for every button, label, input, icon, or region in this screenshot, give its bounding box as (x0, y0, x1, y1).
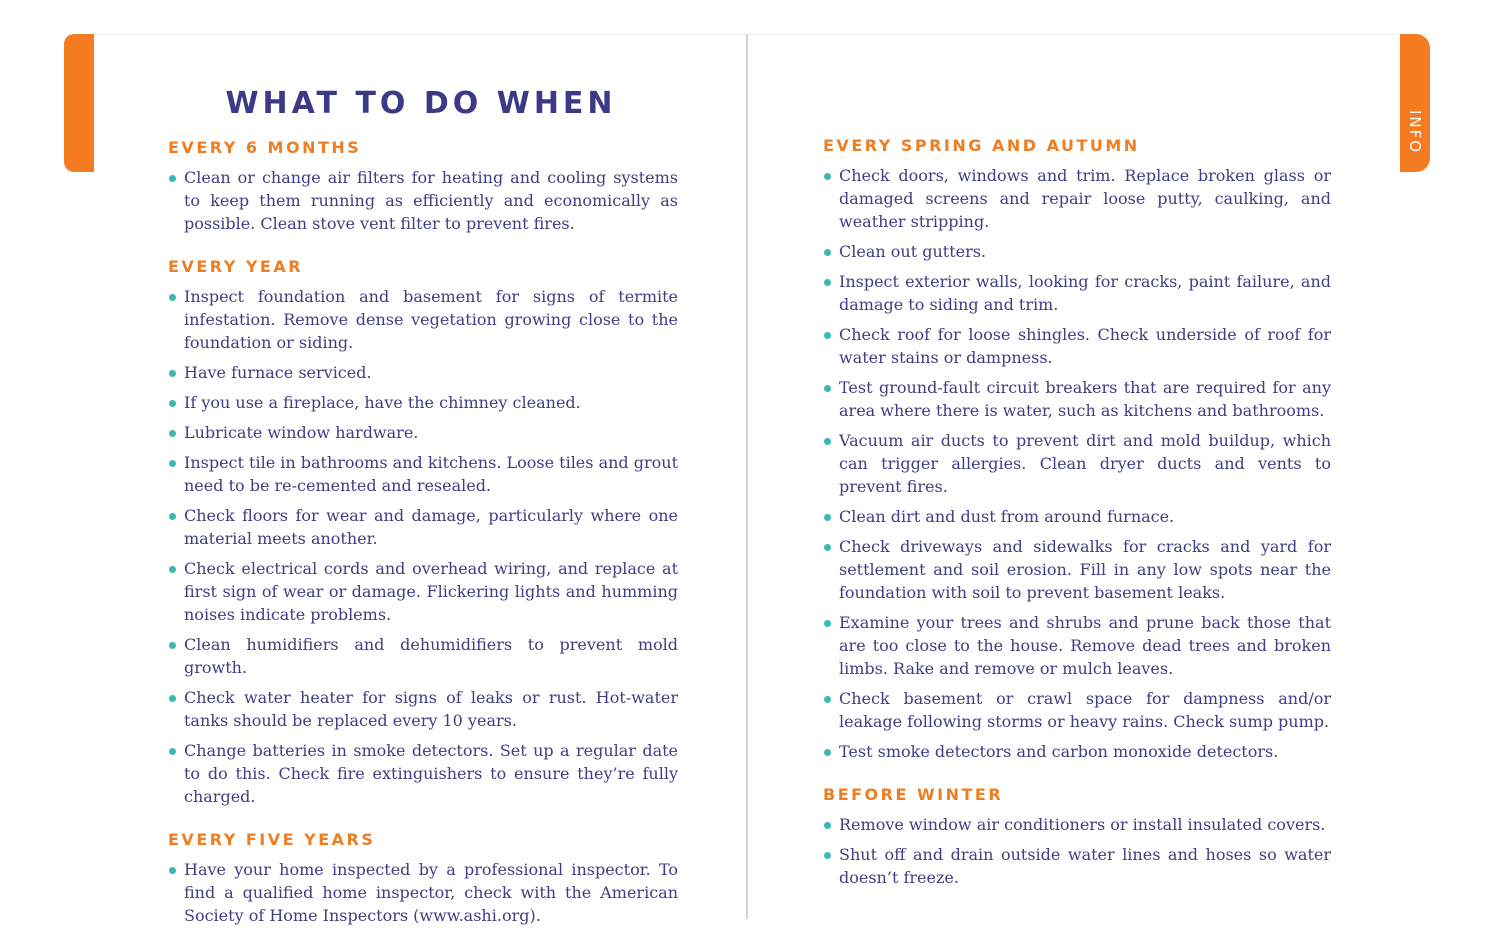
bullet-dot-icon (169, 642, 176, 649)
list-item (168, 285, 678, 354)
list-item-text: Shut off and drain outside water lines and hoses so water doesn’t freeze. (839, 845, 1331, 887)
bullet-dot-icon (824, 544, 831, 551)
list-item (823, 813, 1331, 836)
list-item-text: Check driveways and sidewalks for cracks and yard for settlement and soil erosion. Fill in any low spots near the foundation with soil to prevent basement leaks. (839, 537, 1331, 602)
list-item-text: Examine your trees and shrubs and prune back those that are too close to the house. Remove dead trees and broken limbs. Rake and remove or mulch leaves. (839, 613, 1331, 678)
bullet-dot-icon (169, 430, 176, 437)
task-list (168, 166, 678, 235)
list-item-text: Check roof for loose shingles. Check underside of roof for water stains or dampness. (839, 325, 1331, 367)
list-item (823, 429, 1331, 498)
list-item-text: Inspect foundation and basement for signs of termite infestation. Remove dense vegetation growing close to the foundation or siding. (184, 287, 678, 352)
list-item-text: Clean or change air filters for heating and cooling systems to keep them running as efficiently and economically as possible. Clean stove vent filter to prevent fires. (184, 168, 678, 233)
bullet-dot-icon (824, 696, 831, 703)
task-list (823, 813, 1331, 889)
list-item (168, 421, 678, 444)
list-item (823, 535, 1331, 604)
list-item-text: Lubricate window hardware. (184, 423, 419, 442)
list-item (168, 633, 678, 679)
bullet-dot-icon (169, 566, 176, 573)
list-item-text: Have furnace serviced. (184, 363, 372, 382)
list-item (823, 323, 1331, 369)
bullet-dot-icon (824, 279, 831, 286)
list-item (168, 739, 678, 808)
bullet-dot-icon (824, 514, 831, 521)
section (823, 785, 1331, 889)
bullet-dot-icon (824, 852, 831, 859)
bullet-dot-icon (824, 620, 831, 627)
section (823, 136, 1331, 763)
bullet-dot-icon (824, 385, 831, 392)
bullet-dot-icon (824, 749, 831, 756)
list-item-text: Change batteries in smoke detectors. Set up a regular date to do this. Check fire extinguishers to ensure they’re fully charged. (184, 741, 678, 806)
right-column (823, 136, 1331, 911)
list-item (823, 843, 1331, 889)
task-list (168, 285, 678, 808)
bullet-dot-icon (824, 173, 831, 180)
list-item-text: Check doors, windows and trim. Replace broken glass or damaged screens and repair loose putty, caulking, and weather stripping. (839, 166, 1331, 231)
list-item-text: Check floors for wear and damage, particularly where one material meets another. (184, 506, 678, 548)
page-top-rule (92, 34, 1430, 35)
bullet-dot-icon (169, 867, 176, 874)
bullet-dot-icon (169, 370, 176, 377)
section-heading: EVERY 6 MONTHS (168, 138, 362, 157)
info-side-tab (1400, 34, 1430, 172)
list-item (168, 557, 678, 626)
section-heading: EVERY YEAR (168, 257, 304, 276)
list-item-text: Have your home inspected by a professional inspector. To find a qualified home inspector, check with the American Society of Home Inspectors (www.ashi.org). (184, 860, 678, 925)
section-heading: EVERY FIVE YEARS (168, 830, 376, 849)
bullet-dot-icon (824, 249, 831, 256)
list-item (823, 611, 1331, 680)
task-list (168, 858, 678, 927)
list-item (168, 686, 678, 732)
list-item (168, 166, 678, 235)
list-item-text: If you use a fireplace, have the chimney cleaned. (184, 393, 581, 412)
page-title: WHAT TO DO WHEN (225, 86, 617, 121)
list-item (168, 451, 678, 497)
task-list (823, 164, 1331, 763)
list-item-text: Inspect exterior walls, looking for cracks, paint failure, and damage to siding and trim. (839, 272, 1331, 314)
list-item-text: Inspect tile in bathrooms and kitchens. Loose tiles and grout need to be re-cemented and resealed. (184, 453, 678, 495)
list-item-text: Check electrical cords and overhead wiring, and replace at first sign of wear or damage. Flickering lights and humming noises indicate problems. (184, 559, 678, 624)
bullet-dot-icon (169, 294, 176, 301)
bullet-dot-icon (169, 695, 176, 702)
list-item (823, 687, 1331, 733)
list-item (823, 740, 1331, 763)
bullet-dot-icon (824, 822, 831, 829)
bullet-dot-icon (824, 438, 831, 445)
info-tab-label: INFO (1406, 109, 1424, 155)
list-item-text: Clean out gutters. (839, 242, 987, 261)
list-item (823, 164, 1331, 233)
bullet-dot-icon (169, 748, 176, 755)
list-item (823, 505, 1331, 528)
bullet-dot-icon (824, 332, 831, 339)
section-heading: EVERY SPRING AND AUTUMN (823, 136, 1140, 155)
list-item-text: Test smoke detectors and carbon monoxide detectors. (839, 742, 1279, 761)
bullet-dot-icon (169, 513, 176, 520)
section-heading: BEFORE WINTER (823, 785, 1004, 804)
list-item-text: Clean dirt and dust from around furnace. (839, 507, 1175, 526)
list-item-text: Vacuum air ducts to prevent dirt and mold buildup, which can trigger allergies. Clean dryer ducts and vents to prevent fires. (839, 431, 1331, 496)
bullet-dot-icon (169, 175, 176, 182)
section (168, 257, 678, 808)
bullet-dot-icon (169, 400, 176, 407)
bullet-dot-icon (169, 460, 176, 467)
section (168, 830, 678, 927)
list-item-text: Check water heater for signs of leaks or rust. Hot-water tanks should be replaced every 10 years. (184, 688, 678, 730)
list-item (168, 361, 678, 384)
list-item (168, 391, 678, 414)
list-item (823, 376, 1331, 422)
book-spine-divider (746, 34, 748, 919)
list-item-text: Remove window air conditioners or install insulated covers. (839, 815, 1326, 834)
section (168, 138, 678, 235)
list-item (823, 270, 1331, 316)
list-item (168, 504, 678, 550)
list-item (168, 858, 678, 927)
left-column (168, 138, 678, 949)
list-item (823, 240, 1331, 263)
left-edge-tab (64, 34, 94, 172)
list-item-text: Test ground-fault circuit breakers that are required for any area where there is water, such as kitchens and bathrooms. (839, 378, 1331, 420)
list-item-text: Check basement or crawl space for dampness and/or leakage following storms or heavy rains. Check sump pump. (839, 689, 1331, 731)
list-item-text: Clean humidifiers and dehumidifiers to prevent mold growth. (184, 635, 678, 677)
